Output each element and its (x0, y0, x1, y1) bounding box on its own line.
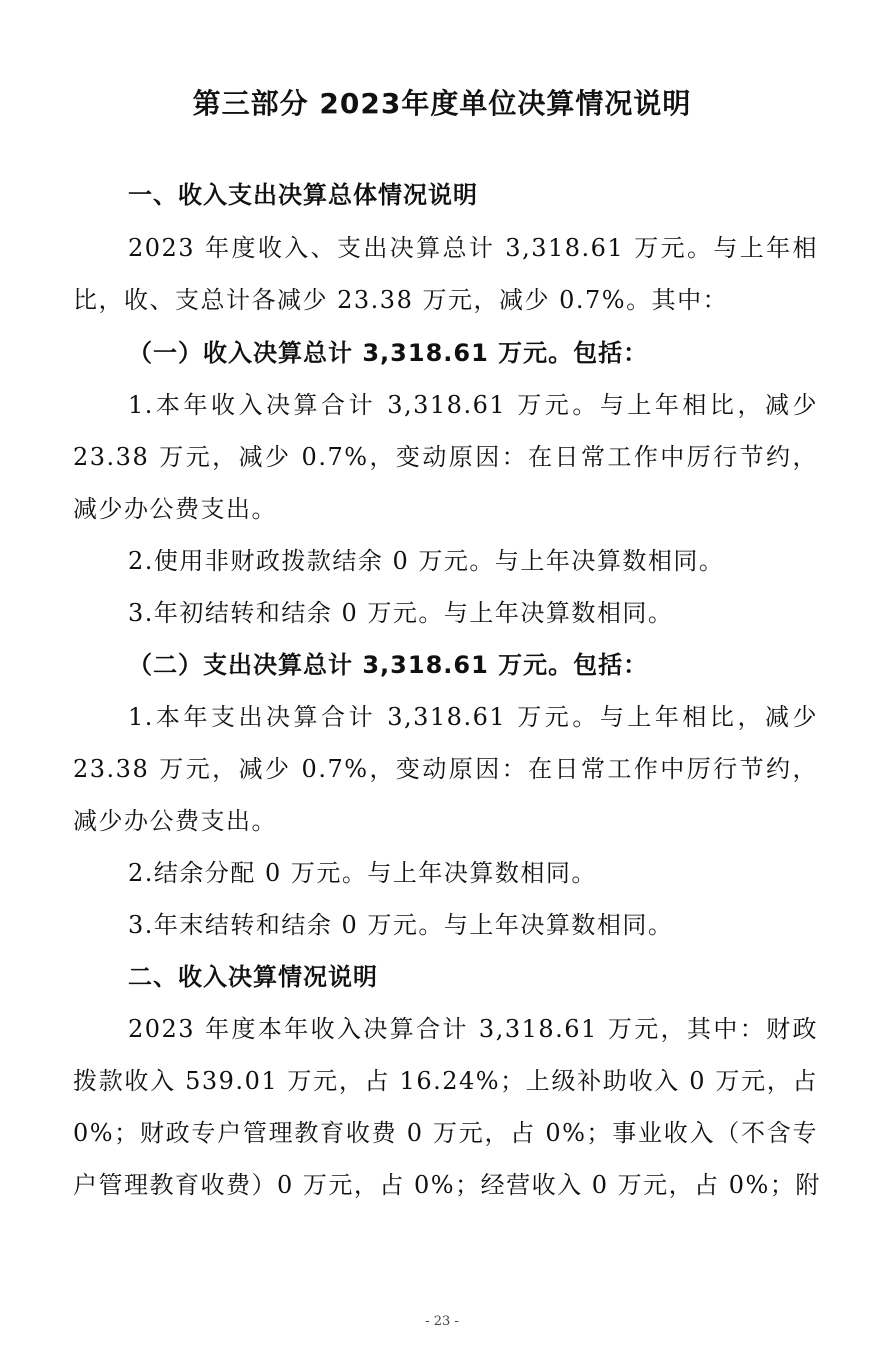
subsection-heading-income: （一）收入决算总计 3,318.61 万元。包括： (128, 339, 649, 367)
paragraph-line: 23.38 万元，减少 0.7%，变动原因：在日常工作中厉行节约， (73, 755, 818, 783)
paragraph-line: 2023 年度本年收入决算合计 3,318.61 万元，其中：财政 (128, 1015, 818, 1043)
paragraph-line: 2.使用非财政拨款结余 0 万元。与上年决算数相同。 (128, 547, 725, 575)
paragraph-line: 2023 年度收入、支出决算总计 3,318.61 万元。与上年相 (128, 234, 818, 262)
page-title: 第三部分 2023年度单位决算情况说明 (192, 87, 692, 120)
paragraph-line: 1.本年支出决算合计 3,318.61 万元。与上年相比，减少 (128, 703, 818, 731)
paragraph-line: 减少办公费支出。 (73, 807, 277, 835)
paragraph-line: 0%；财政专户管理教育收费 0 万元，占 0%；事业收入（不含专 (73, 1119, 818, 1147)
paragraph-line: 比，收、支总计各减少 23.38 万元，减少 0.7%。其中： (73, 286, 729, 314)
page-number: - 23 - (425, 1314, 459, 1329)
paragraph-line: 3.年初结转和结余 0 万元。与上年决算数相同。 (128, 599, 674, 627)
paragraph-line: 减少办公费支出。 (73, 495, 277, 523)
paragraph-line: 23.38 万元，减少 0.7%，变动原因：在日常工作中厉行节约， (73, 443, 818, 471)
paragraph-line: 户管理教育收费）0 万元，占 0%；经营收入 0 万元，占 0%；附 (73, 1171, 821, 1199)
subsection-heading-expenditure: （二）支出决算总计 3,318.61 万元。包括： (128, 651, 649, 679)
paragraph-line: 2.结余分配 0 万元。与上年决算数相同。 (128, 859, 597, 887)
paragraph-line: 拨款收入 539.01 万元，占 16.24%；上级补助收入 0 万元，占 (73, 1067, 818, 1095)
section-heading-1: 一、收入支出决算总体情况说明 (128, 181, 478, 209)
paragraph-line: 3.年末结转和结余 0 万元。与上年决算数相同。 (128, 911, 674, 939)
section-heading-2: 二、收入决算情况说明 (128, 963, 378, 991)
paragraph-line: 1.本年收入决算合计 3,318.61 万元。与上年相比，减少 (128, 391, 818, 419)
